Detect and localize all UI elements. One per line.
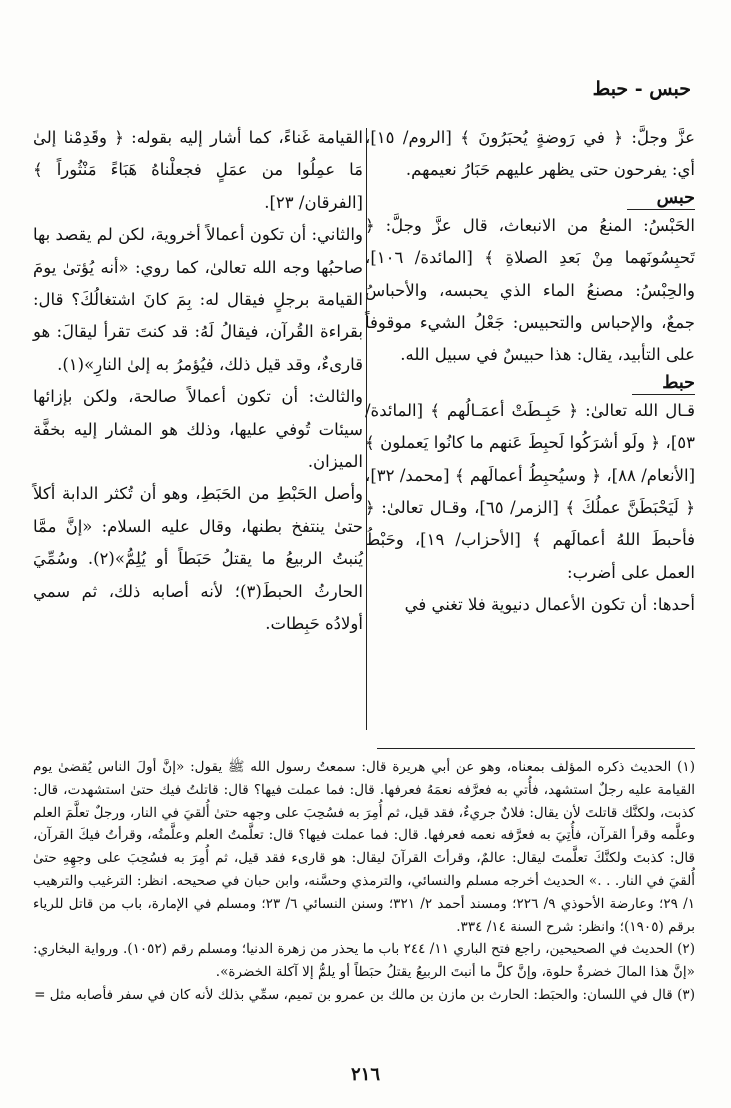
paragraph: القيامة غَناءً، كما أشار إليه بقوله: ﴿ وقَدِمْنا إلىٰ مَا عمِلُوا من عمَلٍ فجعلْناهُ هَبَاءً مَنْثُوراً ﴾ [الفرقان/ ٢٣]. [33, 128, 363, 212]
column-divider [366, 128, 367, 730]
footnote-3: (٣) قال في اللسان: والحبَط: الحارث بن مازن بن مالك بن عمرو بن تميم، سمِّي بذلك لأنه كان في سفر فأصابه مثل = [34, 986, 695, 1003]
entry-heading-habs: حبس [365, 187, 695, 210]
footnote-2: (٢) الحديث في الصحيحين، راجع فتح الباري ١١/ ٢٤٤ باب ما يحذر من زهرة الدنيا؛ ومسلم رقم (١٠٥٢). ورواية البخاري: «إنَّ هذا المالَ خضرةٌ حلوة، وإنَّ كلَّ ما أنبتَ الربيعُ يقتلُ حبَطاً أو يلمُّ إلا آكلة الخضرة». [33, 941, 695, 981]
paragraph: وأصل الحَبْطِ من الحَبَطِ، وهو أن تُكثر الدابة أكلاً حتىٰ ينتفخ بطنها، وقال عليه السلام: «إنَّ ممَّا يُنبتُ الربيعُ ما يقتلُ حَبَطاً أو يُلِمُّ»(٢). وسُمِّيَ الحارثُ الحبطَ(٣)؛ لأنه أصابه ذلك، ثم سمي أولادُه حَبِطات. [33, 484, 364, 634]
right-column [365, 122, 695, 622]
page-header: حبس - حبط [592, 78, 691, 100]
page-number: ٢١٦ [350, 1064, 380, 1085]
footnote-1: (١) الحديث ذكره المؤلف بمعناه، وهو عن أبي هريرة قال: سمعتُ رسول الله ﷺ يقول: «إنَّ أولَ الناس يُقضىٰ يوم القيامة عليه رجلٌ استشهد، فأُتي به فعرَّفه نعمَهُ فعرفها. قال: فما عملت فيها؟ قال: قاتلتُ فيك حتىٰ استشهدت، قال: كذبت، ولكنَّك قاتلتَ لأن يقال: فلانٌ جريءٌ، فقد قيل، ثم أُمِرَ به فسُحِبَ على وجهه حتىٰ أُلقيَ في النار، ورجلٌ تعلَّمَ العلم وعلَّمه وقرأ القرآن، فأُتِيَ به فعرَّفه نعمه فعرفها. قال: فما عملت فيها؟ قال: تعلَّمتُ العلم وعلَّمتُه، وقرأتُ فيكَ القرآن، قال: كذبتَ ولكنَّكَ تعلَّمتَ ليقال: عالمٌ، وقرأتَ القرآنَ ليقال: هو قارىء فقد قيل، ثم أُمِرَ به فسُحِبَ على وجهِهِ حتىٰ أُلقيَ في النار. . .» الحديث أخرجه مسلم والنسائي، والترمذي وحسَّنه، وابن حبان في صحيحه. انظر: الترغيب والترهيب ١/ ٢٩؛ وعارضة الأحوذي ٩/ ٢٢٦؛ ومسند أحمد ٢/ ٣٢١؛ وسنن النسائي ٦/ ٢٣؛ ومسلم في الإمارة، باب من قاتل للرياء برقم (١٩٠٥)؛ وانظر: شرح السنة ١٤/ ٣٣٤. [33, 759, 696, 935]
left-column [33, 122, 363, 641]
paragraph: الحَبْسُ: المنعُ من الانبعاث، قال عزَّ وجلَّ: ﴿ تَحبِسُونَهما مِنْ بَعدِ الصلاةِ ﴾ [المائدة/ ١٠٦]، والحِبْسُ: مصنعُ الماء الذي يحبسه، والأحباسُ جمعٌ، والإحباس والتحبيس: جَعْلُ الشيء موقوفاً على التأبيد، يقال: هذا حبيسٌ في سبيل الله. [365, 215, 695, 365]
paragraph: والثالث: أن تكون أعمالاً صالحة، ولكن بإزائها سيئات تُوفي عليها، وذلك هو المشار إليه بخفَّة الميزان. [33, 387, 363, 472]
footnote-rule [377, 748, 695, 749]
paragraph: قـال الله تعالىٰ: ﴿ حَبِـطَتْ أعمَـالُهم ﴾ [المائدة/ ٥٣]، ﴿ ولَو أشرَكُوا لَحبِطَ عَنهم ما كانُوا يَعملون ﴾ [الأنعام/ ٨٨]، ﴿ وسيُحبِطُ أعمالَهم ﴾ [محمد/ ٣٢]، ﴿ لَيَحْبَطَنَّ عملُكَ ﴾ [الزمر/ ٦٥]، وقـال تعالىٰ: ﴿ فأحبطَ اللهُ أعمالَهم ﴾ [الأحزاب/ ١٩]، وحَبْطُ العمل على أضرب: [365, 400, 696, 582]
entry-heading-habt: حبط [365, 372, 695, 395]
paragraph: والثاني: أن تكون أعمالاً أخروية، لكن لم يقصد بها صاحبُها وجه الله تعالىٰ، كما روي: «أنه يُؤتىٰ يومَ القيامة برجلٍ فيقال له: بِمَ كانَ اشتغالُكَ؟ قال: بقراءة القُرآن، فيقالُ لَهُ: قد كنتَ تقرأ ليقالَ: هو قارىءٌ، وقد قيل ذلك، فيُؤمرُ به إلىٰ النارِ»(١). [33, 225, 363, 374]
paragraph: عزَّ وجلَّ: ﴿ في رَوضةٍ يُحبَرُونَ ﴾ [الروم/ ١٥]، أي: يفرحون حتى يظهر عليهم حَبَارُ نعيمهم. [365, 128, 695, 180]
paragraph: أحدها: أن تكون الأعمال دنيوية فلا تغني في [404, 595, 695, 615]
footnotes [33, 756, 695, 1007]
